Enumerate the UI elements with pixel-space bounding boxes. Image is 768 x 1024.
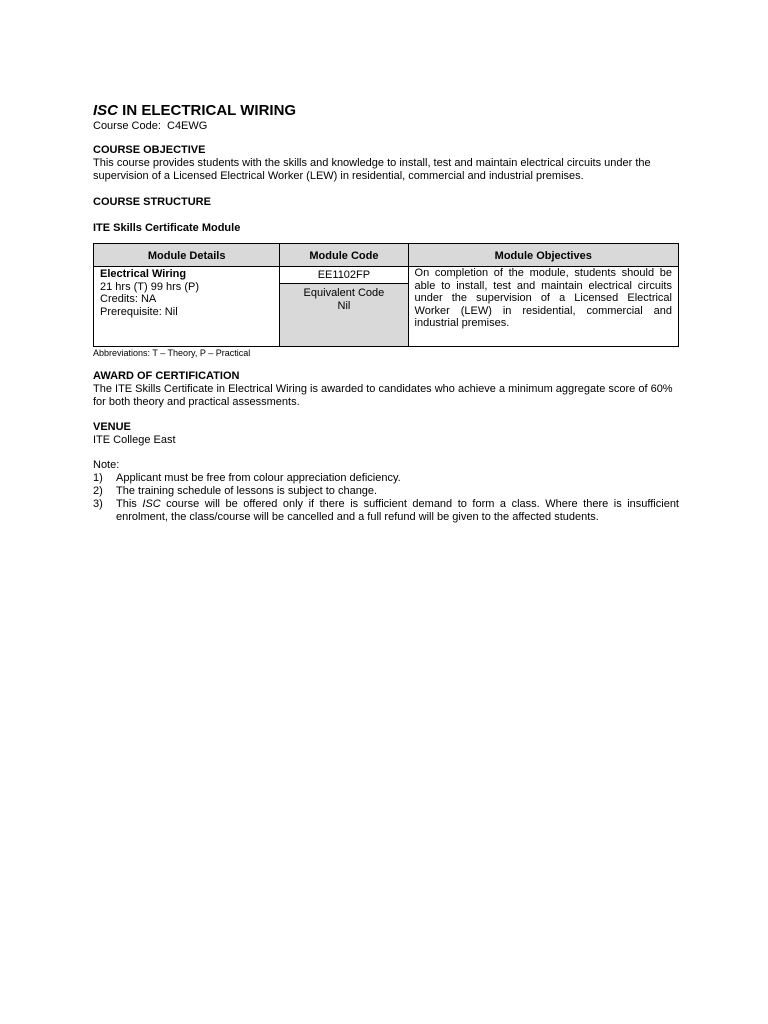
note-number: 1) bbox=[93, 472, 103, 484]
module-hours: 21 hrs (T) 99 hrs (P) bbox=[100, 280, 200, 293]
header-module-details: Module Details bbox=[94, 244, 280, 267]
module-name: Electrical Wiring bbox=[100, 268, 187, 280]
structure-heading: COURSE STRUCTURE bbox=[93, 196, 211, 208]
title-isc: ISC bbox=[93, 102, 119, 119]
objective-heading: COURSE OBJECTIVE bbox=[93, 144, 206, 156]
module-credits: Credits: NA bbox=[100, 293, 157, 305]
abbreviations-note: Abbreviations: T – Theory, P – Practical bbox=[93, 348, 251, 358]
award-heading: AWARD OF CERTIFICATION bbox=[93, 370, 240, 382]
venue-text: ITE College East bbox=[93, 434, 176, 446]
venue-section bbox=[93, 421, 679, 447]
table-header-row bbox=[94, 244, 679, 267]
note-text-pre: This bbox=[116, 498, 143, 510]
note-label: Note: bbox=[93, 459, 120, 471]
module-heading: ITE Skills Certificate Module bbox=[93, 222, 241, 234]
course-code-label: Course Code: bbox=[93, 120, 161, 132]
award-text: The ITE Skills Certificate in Electrical Wiring is awarded to candidates who achieve a minimum aggregate score of 60% for both theory and practical assessments. bbox=[93, 383, 673, 408]
module-objectives-cell: On completion of the module, students should be able to install, test and maintain electrical circuits under the supervision of a Licensed Electrical Worker (LEW) in residential, commercial and industrial premises. bbox=[408, 267, 678, 347]
table-row bbox=[94, 267, 679, 347]
module-code-cell bbox=[280, 267, 408, 347]
venue-heading: VENUE bbox=[93, 421, 131, 433]
page-title bbox=[93, 102, 679, 120]
note-number: 2) bbox=[93, 485, 103, 497]
course-code-line bbox=[93, 120, 679, 133]
list-item bbox=[93, 485, 679, 498]
objective-section bbox=[93, 144, 679, 183]
list-item bbox=[93, 472, 679, 485]
course-code-value: C4EWG bbox=[167, 120, 208, 132]
course-document bbox=[93, 102, 679, 524]
module-prerequisite: Prerequisite: Nil bbox=[100, 305, 178, 318]
note-section bbox=[93, 459, 679, 524]
equivalent-code-label: Equivalent Code bbox=[303, 287, 385, 299]
list-item bbox=[93, 498, 679, 524]
module-details-cell bbox=[94, 267, 280, 347]
note-text: The training schedule of lessons is subject to change. bbox=[116, 485, 378, 497]
objective-text: This course provides students with the skills and knowledge to install, test and maintain electrical circuits under the supervision of a Licensed Electrical Worker (LEW) in residential, commercial and industrial premises. bbox=[93, 157, 651, 182]
note-text-post: course will be offered only if there is sufficient demand to form a class. Where there is insufficient enrolment, the class/course will be cancelled and a full refund will be given to the affected students. bbox=[116, 498, 679, 523]
note-number: 3) bbox=[93, 498, 103, 510]
award-section bbox=[93, 370, 679, 409]
equivalent-code-value: Nil bbox=[337, 299, 351, 312]
header-module-code: Module Code bbox=[280, 244, 408, 267]
module-code: EE1102FP bbox=[280, 267, 407, 284]
note-text-isc: ISC bbox=[142, 498, 161, 510]
module-table bbox=[93, 243, 679, 347]
header-module-objectives: Module Objectives bbox=[408, 244, 678, 267]
structure-section bbox=[93, 196, 679, 235]
note-list bbox=[93, 472, 679, 524]
note-text: Applicant must be free from colour appreciation deficiency. bbox=[116, 472, 401, 484]
title-rest: IN ELECTRICAL WIRING bbox=[118, 102, 297, 119]
